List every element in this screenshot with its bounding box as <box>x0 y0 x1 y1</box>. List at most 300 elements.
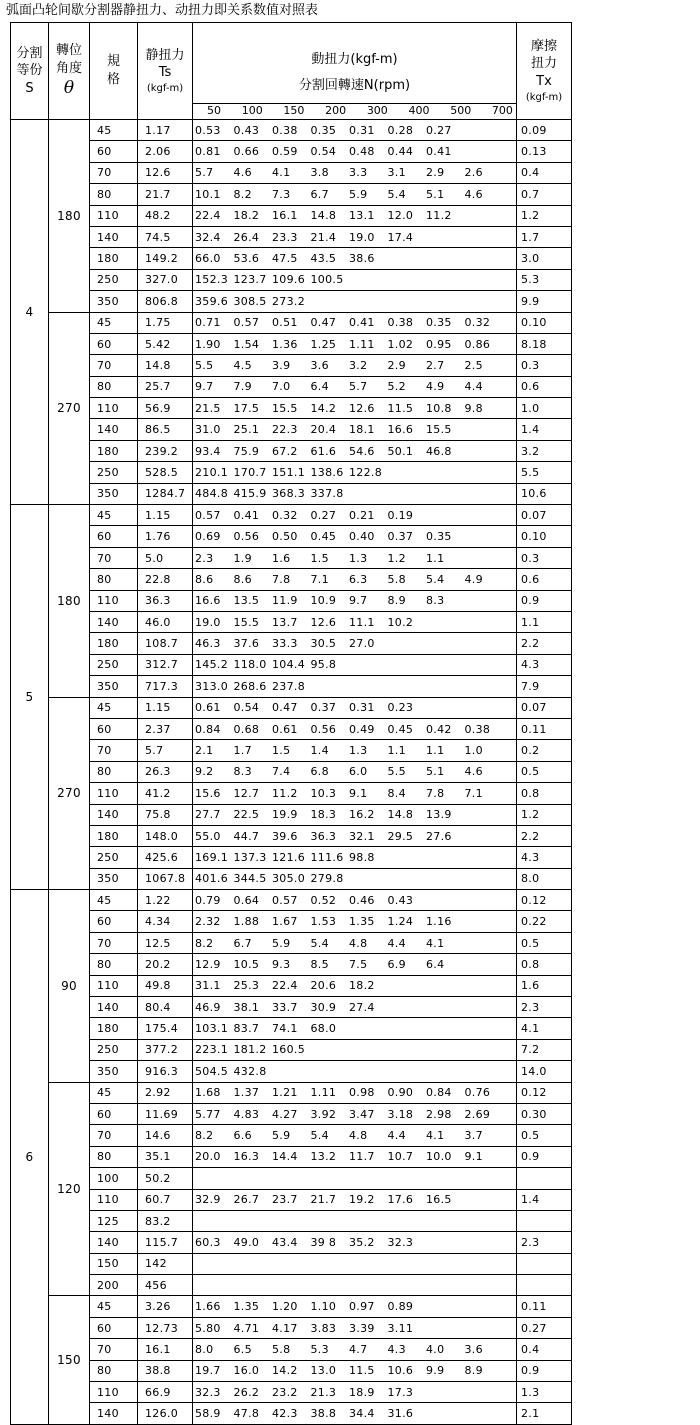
dynamic-torque-cell <box>193 911 517 932</box>
dynamic-torque-value: 11.1 <box>349 615 375 629</box>
dynamic-torque-value: 4.1 <box>426 1129 445 1143</box>
size-cell: 180 <box>90 440 138 461</box>
dynamic-torque-value: 313.0 <box>195 679 228 693</box>
dynamic-torque-value: 4.17 <box>272 1321 298 1335</box>
dynamic-torque-value: 27.0 <box>349 637 375 651</box>
dynamic-torque-value: 1.2 <box>387 551 406 565</box>
static-torque-cell: 56.9 <box>138 398 193 419</box>
dynamic-torque-value: 33.3 <box>272 637 298 651</box>
dynamic-torque-value: 0.35 <box>426 530 452 544</box>
header-static-torque: 静扭力 Ts (kgf-m) <box>138 23 193 120</box>
index-angle-cell: 270 <box>49 697 90 890</box>
dynamic-torque-value: 25.3 <box>233 979 260 993</box>
friction-torque-cell: 1.2 <box>517 205 572 226</box>
dynamic-torque-value: 484.8 <box>195 487 228 501</box>
dynamic-torque-value: 5.4 <box>310 936 329 950</box>
dynamic-torque-value: 0.68 <box>233 722 260 736</box>
friction-torque-cell: 9.9 <box>517 291 572 312</box>
static-torque-cell: 717.3 <box>138 676 193 697</box>
dynamic-torque-value: 16.6 <box>195 594 221 608</box>
dynamic-torque-value: 21.5 <box>195 401 221 415</box>
dynamic-torque-value: 3.1 <box>387 166 406 180</box>
dynamic-torque-value: 279.8 <box>310 872 344 886</box>
dynamic-torque-value: 104.4 <box>272 658 305 672</box>
dynamic-torque-value: 170.7 <box>233 465 267 479</box>
dynamic-torque-value: 12.6 <box>349 401 375 415</box>
dynamic-torque-value: 17.3 <box>387 1385 414 1399</box>
static-torque-cell: 239.2 <box>138 440 193 461</box>
friction-torque-cell: 0.9 <box>517 1360 572 1381</box>
dynamic-torque-value: 4.3 <box>387 1342 406 1356</box>
dynamic-torque-value: 103.1 <box>195 1022 228 1036</box>
friction-torque-cell: 5.3 <box>517 269 572 290</box>
size-cell: 140 <box>90 1403 138 1424</box>
dynamic-torque-value: 5.9 <box>272 1129 291 1143</box>
dynamic-torque-value: 1.1 <box>426 744 445 758</box>
size-cell: 70 <box>90 355 138 376</box>
dynamic-torque-value: 3.9 <box>272 358 291 372</box>
table-row <box>11 761 572 782</box>
friction-torque-cell: 8.0 <box>517 868 572 889</box>
static-torque-cell: 66.9 <box>138 1382 193 1403</box>
friction-torque-cell <box>517 1253 572 1274</box>
size-cell: 45 <box>90 697 138 718</box>
dynamic-torque-value: 0.84 <box>195 722 221 736</box>
dynamic-torque-cell <box>193 783 517 804</box>
dynamic-torque-value: 18.2 <box>233 209 260 223</box>
dynamic-torque-cell <box>193 505 517 526</box>
dynamic-torque-value: 14.8 <box>310 209 337 223</box>
dynamic-torque-cell <box>193 248 517 269</box>
dynamic-torque-value: 7.8 <box>272 572 291 586</box>
dynamic-torque-value: 160.5 <box>272 1043 305 1057</box>
table-row <box>11 783 572 804</box>
dynamic-torque-value: 137.3 <box>233 850 267 864</box>
dynamic-torque-value: 0.35 <box>426 316 452 330</box>
dynamic-torque-value: 268.6 <box>233 679 267 693</box>
size-cell: 70 <box>90 1125 138 1146</box>
dynamic-torque-value: 2.3 <box>195 551 214 565</box>
friction-torque-cell: 0.3 <box>517 355 572 376</box>
division-count-cell: 4 <box>11 120 49 505</box>
dynamic-torque-value: 7.0 <box>272 380 291 394</box>
dynamic-torque-value: 11.2 <box>272 786 298 800</box>
dynamic-torque-value: 9.2 <box>195 765 214 779</box>
dynamic-torque-value: 0.59 <box>272 145 298 159</box>
dynamic-torque-value: 368.3 <box>272 487 305 501</box>
dynamic-torque-value: 0.86 <box>464 337 491 351</box>
table-row <box>11 1296 572 1317</box>
dynamic-torque-cell <box>193 398 517 419</box>
dynamic-torque-value: 0.57 <box>272 893 298 907</box>
size-cell: 350 <box>90 1061 138 1082</box>
static-torque-cell: 14.8 <box>138 355 193 376</box>
dynamic-torque-value: 10.7 <box>387 1150 414 1164</box>
table-row <box>11 590 572 611</box>
static-torque-cell: 48.2 <box>138 205 193 226</box>
size-cell: 60 <box>90 1103 138 1124</box>
dynamic-torque-cell <box>193 440 517 461</box>
dynamic-torque-value: 0.76 <box>464 1086 491 1100</box>
dynamic-torque-value: 0.57 <box>233 316 260 330</box>
size-cell: 110 <box>90 590 138 611</box>
dynamic-torque-cell <box>193 376 517 397</box>
dynamic-torque-value: 0.57 <box>195 508 221 522</box>
dynamic-torque-value: 1.6 <box>272 551 291 565</box>
dynamic-torque-value: 0.53 <box>195 123 221 137</box>
size-cell: 80 <box>90 1146 138 1167</box>
dynamic-torque-cell <box>193 333 517 354</box>
friction-torque-cell: 0.07 <box>517 697 572 718</box>
dynamic-torque-value: 152.3 <box>195 273 228 287</box>
static-torque-cell: 80.4 <box>138 997 193 1018</box>
size-cell: 250 <box>90 462 138 483</box>
dynamic-torque-cell <box>193 1103 517 1124</box>
dynamic-torque-value: 9.7 <box>195 380 214 394</box>
friction-torque-cell: 0.22 <box>517 911 572 932</box>
friction-torque-cell: 0.7 <box>517 184 572 205</box>
dynamic-torque-value: 4.7 <box>349 1342 368 1356</box>
rpm-label: 100 <box>241 104 263 118</box>
header-index-angle: 轉位 角度 θ <box>49 23 90 120</box>
static-torque-cell: 36.3 <box>138 590 193 611</box>
dynamic-torque-value: 75.9 <box>233 444 260 458</box>
dynamic-torque-value: 30.9 <box>310 1000 337 1014</box>
table-row <box>11 825 572 846</box>
table-row <box>11 1082 572 1103</box>
dynamic-torque-value: 5.4 <box>426 572 445 586</box>
dynamic-torque-value: 34.4 <box>349 1407 375 1421</box>
static-torque-cell: 115.7 <box>138 1232 193 1253</box>
dynamic-torque-value: 3.47 <box>349 1107 375 1121</box>
static-torque-cell: 806.8 <box>138 291 193 312</box>
dynamic-torque-value: 8.3 <box>233 765 252 779</box>
dynamic-torque-value: 0.64 <box>233 893 260 907</box>
friction-torque-cell: 1.3 <box>517 1382 572 1403</box>
dynamic-torque-value: 5.3 <box>310 1342 329 1356</box>
static-torque-cell: 175.4 <box>138 1018 193 1039</box>
dynamic-torque-cell <box>193 740 517 761</box>
size-cell: 100 <box>90 1168 138 1189</box>
friction-torque-cell: 0.9 <box>517 590 572 611</box>
static-torque-cell: 456 <box>138 1275 193 1296</box>
dynamic-torque-value: 68.0 <box>310 1022 337 1036</box>
dynamic-torque-value: 19.2 <box>349 1193 375 1207</box>
table-row <box>11 184 572 205</box>
friction-torque-cell: 0.12 <box>517 890 572 911</box>
table-row <box>11 526 572 547</box>
dynamic-torque-cell <box>193 761 517 782</box>
dynamic-torque-cell <box>193 1018 517 1039</box>
dynamic-torque-cell <box>193 1210 517 1231</box>
size-cell: 110 <box>90 205 138 226</box>
dynamic-torque-value: 432.8 <box>233 1064 267 1078</box>
dynamic-torque-value: 0.49 <box>349 722 375 736</box>
dynamic-torque-value: 12.0 <box>387 209 414 223</box>
dynamic-torque-value: 0.54 <box>310 145 337 159</box>
static-torque-cell: 149.2 <box>138 248 193 269</box>
dynamic-torque-value: 10.9 <box>310 594 337 608</box>
dynamic-torque-value: 22.4 <box>195 209 221 223</box>
dynamic-torque-value: 22.4 <box>272 979 298 993</box>
dynamic-torque-value: 13.1 <box>349 209 375 223</box>
dynamic-torque-value: 38.1 <box>233 1000 260 1014</box>
dynamic-torque-value: 344.5 <box>233 872 267 886</box>
dynamic-torque-cell <box>193 419 517 440</box>
table-row <box>11 376 572 397</box>
dynamic-torque-value: 4.4 <box>464 380 483 394</box>
table-row <box>11 1039 572 1060</box>
rpm-label: 700 <box>491 104 513 118</box>
table-row <box>11 162 572 183</box>
dynamic-torque-value: 10.6 <box>387 1364 414 1378</box>
dynamic-torque-value: 13.9 <box>426 808 452 822</box>
size-cell: 140 <box>90 804 138 825</box>
dynamic-torque-value: 21.7 <box>310 1193 337 1207</box>
dynamic-torque-value: 95.8 <box>310 658 337 672</box>
dynamic-torque-cell <box>193 226 517 247</box>
table-row <box>11 1403 572 1424</box>
friction-torque-cell: 1.2 <box>517 804 572 825</box>
dynamic-torque-value: 5.4 <box>387 187 406 201</box>
friction-torque-cell: 0.6 <box>517 569 572 590</box>
static-torque-cell: 16.1 <box>138 1339 193 1360</box>
size-cell: 45 <box>90 120 138 141</box>
dynamic-torque-value: 145.2 <box>195 658 228 672</box>
dynamic-torque-value: 1.21 <box>272 1086 298 1100</box>
size-cell: 110 <box>90 1189 138 1210</box>
dynamic-torque-value: 16.3 <box>233 1150 260 1164</box>
dynamic-torque-value: 54.6 <box>349 444 375 458</box>
dynamic-torque-value: 6.3 <box>349 572 368 586</box>
dynamic-torque-value: 0.48 <box>349 145 375 159</box>
dynamic-torque-value: 3.83 <box>310 1321 337 1335</box>
size-cell: 250 <box>90 654 138 675</box>
dynamic-torque-value: 10.2 <box>387 615 414 629</box>
dynamic-torque-value: 7.1 <box>310 572 329 586</box>
static-torque-cell: 528.5 <box>138 462 193 483</box>
dynamic-torque-value: 1.3 <box>349 744 368 758</box>
dynamic-torque-value: 18.9 <box>349 1385 375 1399</box>
dynamic-torque-value: 11.5 <box>349 1364 375 1378</box>
dynamic-torque-value: 1.20 <box>272 1300 298 1314</box>
static-torque-cell: 1.22 <box>138 890 193 911</box>
dynamic-torque-value: 18.2 <box>349 979 375 993</box>
dynamic-torque-value: 0.47 <box>272 701 298 715</box>
size-cell: 180 <box>90 825 138 846</box>
dynamic-torque-value: 47.8 <box>233 1407 260 1421</box>
dynamic-torque-value: 31.6 <box>387 1407 414 1421</box>
dynamic-torque-value: 2.98 <box>426 1107 452 1121</box>
dynamic-torque-cell <box>193 997 517 1018</box>
dynamic-torque-value: 6.8 <box>310 765 329 779</box>
friction-torque-cell: 10.6 <box>517 483 572 504</box>
static-torque-cell: 142 <box>138 1253 193 1274</box>
dynamic-torque-value: 1.5 <box>310 551 329 565</box>
dynamic-torque-cell <box>193 1317 517 1338</box>
dynamic-torque-value: 181.2 <box>233 1043 267 1057</box>
dynamic-torque-value: 0.61 <box>272 722 298 736</box>
dynamic-torque-value: 7.9 <box>233 380 252 394</box>
rpm-label: 50 <box>207 104 221 118</box>
static-torque-cell: 377.2 <box>138 1039 193 1060</box>
dynamic-torque-value: 4.8 <box>349 936 368 950</box>
dynamic-torque-value: 9.7 <box>349 594 368 608</box>
dynamic-torque-value: 5.80 <box>195 1321 221 1335</box>
size-cell: 250 <box>90 1039 138 1060</box>
dynamic-torque-value: 14.2 <box>310 401 337 415</box>
static-torque-cell: 12.73 <box>138 1317 193 1338</box>
dynamic-torque-value: 19.7 <box>195 1364 221 1378</box>
friction-torque-cell: 7.2 <box>517 1039 572 1060</box>
friction-torque-cell: 1.4 <box>517 419 572 440</box>
static-torque-cell: 3.26 <box>138 1296 193 1317</box>
dynamic-torque-value: 12.9 <box>195 957 221 971</box>
dynamic-torque-value: 1.3 <box>349 551 368 565</box>
dynamic-torque-value: 2.1 <box>195 744 214 758</box>
dynamic-torque-value: 0.40 <box>349 530 375 544</box>
size-cell: 45 <box>90 312 138 333</box>
dynamic-torque-cell <box>193 676 517 697</box>
dynamic-torque-value: 15.6 <box>195 786 221 800</box>
friction-torque-cell: 1.6 <box>517 975 572 996</box>
dynamic-torque-value: 8.2 <box>195 936 214 950</box>
static-torque-cell: 327.0 <box>138 269 193 290</box>
dynamic-torque-value: 10.1 <box>195 187 221 201</box>
dynamic-torque-value: 0.90 <box>387 1086 414 1100</box>
dynamic-torque-value: 5.9 <box>272 936 291 950</box>
table-body <box>11 120 572 1425</box>
dynamic-torque-value: 16.6 <box>387 423 414 437</box>
dynamic-torque-value: 8.6 <box>195 572 214 586</box>
dynamic-torque-value: 61.6 <box>310 444 337 458</box>
friction-torque-cell: 0.4 <box>517 162 572 183</box>
size-cell: 60 <box>90 911 138 932</box>
size-cell: 70 <box>90 162 138 183</box>
table-row <box>11 1275 572 1296</box>
dynamic-torque-value: 1.35 <box>233 1300 260 1314</box>
index-angle-cell: 90 <box>49 890 90 1083</box>
dynamic-torque-value: 14.4 <box>272 1150 298 1164</box>
dynamic-torque-value: 4.27 <box>272 1107 298 1121</box>
friction-torque-cell: 0.5 <box>517 761 572 782</box>
dynamic-torque-cell <box>193 975 517 996</box>
index-angle-cell: 180 <box>49 120 90 313</box>
dynamic-torque-value: 15.5 <box>426 423 452 437</box>
dynamic-torque-value: 1.9 <box>233 551 252 565</box>
dynamic-torque-cell <box>193 162 517 183</box>
division-count-cell: 5 <box>11 505 49 890</box>
dynamic-torque-cell <box>193 654 517 675</box>
size-cell: 125 <box>90 1210 138 1231</box>
dynamic-torque-value: 0.50 <box>272 530 298 544</box>
dynamic-torque-cell <box>193 890 517 911</box>
friction-torque-cell: 2.2 <box>517 633 572 654</box>
dynamic-torque-cell <box>193 611 517 632</box>
rpm-header-row <box>193 103 516 119</box>
friction-torque-cell: 3.2 <box>517 440 572 461</box>
dynamic-torque-value: 15.5 <box>233 615 260 629</box>
dynamic-torque-value: 4.5 <box>233 358 252 372</box>
dynamic-torque-value: 0.98 <box>349 1086 375 1100</box>
size-cell: 180 <box>90 633 138 654</box>
dynamic-torque-cell <box>193 462 517 483</box>
dynamic-torque-value: 0.38 <box>272 123 298 137</box>
size-cell: 350 <box>90 868 138 889</box>
dynamic-torque-value: 1.36 <box>272 337 298 351</box>
dynamic-torque-value: 8.0 <box>195 1342 214 1356</box>
dynamic-torque-value: 0.41 <box>426 145 452 159</box>
size-cell: 140 <box>90 1232 138 1253</box>
dynamic-torque-value: 0.54 <box>233 701 260 715</box>
dynamic-torque-value: 8.3 <box>426 594 445 608</box>
dynamic-torque-value: 31.1 <box>195 979 221 993</box>
dynamic-torque-cell <box>193 954 517 975</box>
dynamic-torque-cell <box>193 1360 517 1381</box>
index-angle-cell: 150 <box>49 1296 90 1424</box>
dynamic-torque-value: 3.2 <box>349 358 368 372</box>
friction-torque-cell: 0.8 <box>517 783 572 804</box>
division-count-cell: 6 <box>11 890 49 1425</box>
dynamic-torque-value: 0.42 <box>426 722 452 736</box>
dynamic-torque-value: 20.4 <box>310 423 337 437</box>
size-cell: 80 <box>90 376 138 397</box>
dynamic-torque-value: 38.8 <box>310 1407 337 1421</box>
friction-torque-cell: 2.2 <box>517 825 572 846</box>
friction-torque-cell: 0.10 <box>517 312 572 333</box>
dynamic-torque-value: 1.88 <box>233 915 260 929</box>
size-cell: 80 <box>90 954 138 975</box>
dynamic-torque-value: 14.2 <box>272 1364 298 1378</box>
dynamic-torque-value: 44.7 <box>233 829 260 843</box>
static-torque-cell: 4.34 <box>138 911 193 932</box>
header-dynamic-torque: 動扭力(kgf-m) 分割回轉速N(rpm) 50 100 150 200 300 400 500 700 <box>193 23 517 120</box>
dynamic-torque-value: 5.2 <box>387 380 406 394</box>
dynamic-torque-value: 0.32 <box>464 316 491 330</box>
table-row <box>11 804 572 825</box>
dynamic-torque-value: 1.7 <box>233 744 252 758</box>
rpm-label: 400 <box>408 104 430 118</box>
dynamic-torque-value: 17.5 <box>233 401 260 415</box>
dynamic-torque-value: 11.7 <box>349 1150 375 1164</box>
dynamic-torque-value: 3.18 <box>387 1107 414 1121</box>
dynamic-torque-value: 26.7 <box>233 1193 260 1207</box>
friction-torque-cell: 0.4 <box>517 1339 572 1360</box>
dynamic-torque-cell <box>193 1253 517 1274</box>
dynamic-torque-value: 22.3 <box>272 423 298 437</box>
dynamic-torque-value: 2.7 <box>426 358 445 372</box>
static-torque-cell: 60.7 <box>138 1189 193 1210</box>
dynamic-torque-value: 3.7 <box>464 1129 483 1143</box>
dynamic-torque-value: 29.5 <box>387 829 414 843</box>
dynamic-torque-value: 16.2 <box>349 808 375 822</box>
dynamic-torque-value: 30.5 <box>310 637 337 651</box>
dynamic-torque-value: 0.21 <box>349 508 375 522</box>
dynamic-torque-value: 100.5 <box>310 273 344 287</box>
dynamic-torque-value: 6.6 <box>233 1129 252 1143</box>
dynamic-torque-value: 13.2 <box>310 1150 337 1164</box>
dynamic-torque-value: 9.9 <box>426 1364 445 1378</box>
dynamic-torque-value: 0.37 <box>310 701 337 715</box>
table-row <box>11 269 572 290</box>
dynamic-torque-value: 5.77 <box>195 1107 221 1121</box>
dynamic-torque-value: 8.2 <box>195 1129 214 1143</box>
table-row <box>11 462 572 483</box>
table-row <box>11 226 572 247</box>
dynamic-torque-cell <box>193 1275 517 1296</box>
size-cell: 60 <box>90 1317 138 1338</box>
dynamic-torque-cell <box>193 868 517 889</box>
